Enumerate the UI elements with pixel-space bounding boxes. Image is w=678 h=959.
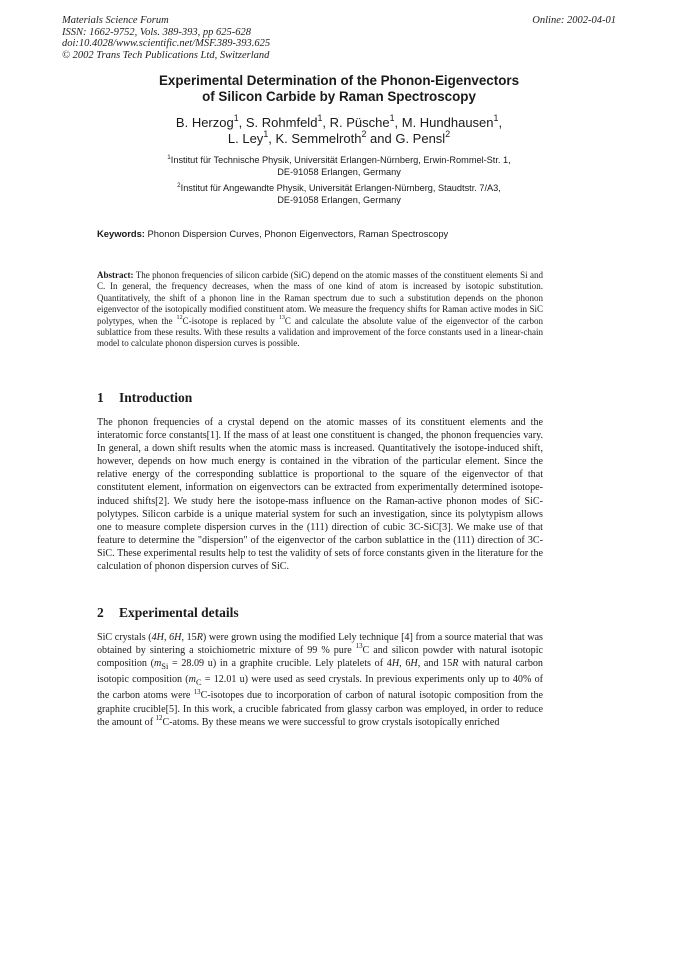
affil-mark: 1 [493,113,499,124]
keywords [97,228,448,240]
polytype-text: H [391,658,400,670]
author-conjunction: and [370,131,392,146]
polytype-text: 6H [169,632,182,643]
abstract-text: C-isotope is replaced by [182,315,279,326]
polytype-text: H [410,658,418,670]
abstract [97,270,543,350]
affiliation-2-text: Institut für Angewandte Physik, Universität Erlangen-Nürnberg, Staudtstr. 7/A3, [180,183,501,193]
text-run: C-atoms. By these means we were successful to grow crystals isotopically enriched [162,716,500,728]
author-line-1: B. Herzog$^1$, S. Rohmfeld$^1$, R. Püsche$^1$, M. Hundhausen$^1$, [175,113,503,130]
section-heading-introduction [97,390,192,406]
keywords-text: Phonon Dispersion Curves, Phonon Eigenvectors, Raman Spectroscopy [147,228,449,239]
paragraph: The phonon frequencies of a crystal depend on the atomic masses of its constituent elements and the interatomic force constants[1]. If the mass of at least one constituent is changed, the phonon frequencies vary. In general, a down shift results when the atomic mass is increased. Quantitatively the isotope-induced shift, however, depends on how much energy is contained in the vibration of the particular element. Since the relative energy of the corresponding sublattice is proportional to the square of the eigenvector of that constitutent element, information on eigenvectors can be extracted from experimentally determined isotope-induced shifts[2]. We study here the isotope-mass influence on the Raman-active phonon modes of SiC-polytypes. Silicon carbide is a unique material system for such an investigation, since its polytypism allows one to measure complete dispersion curves in the (111) direction of cubic 3C-SiC[3]. We make use of that feature to determine the "dispersion" of the eigenvector of the carbon sublattice in the (111) direction of 3C-SiC. These experimental results help to test the validity of sets of force constants given in the literature for the calculation of phonon dispersion curves of SiC. [97,417,543,573]
affiliation-2-line-2: DE-91058 Erlangen, Germany [277,194,401,205]
author-name: M. Hundhausen [401,115,494,130]
text-run: = 28.09 u) in a graphite crucible. Lely platelets of 4 [168,658,392,670]
math-subscript: Si [161,662,169,672]
section-title: Experimental details [119,605,239,620]
author-name: S. Rohmfeld [245,115,318,130]
text-run: C and silicon powder with natural isotopic composition ( [97,645,543,670]
paper-title [62,73,616,104]
journal-header [62,15,270,61]
abstract-text: The phonon frequencies of silicon carbide (SiC) depend on the atomic masses of the constituent elements Si and C. In general, the frequency decreases, when the mass of one kind of atom is increased by isotopic substitution. Quantitatively, the shift of a phonon line in the Raman spectrum due to such a substitution depends on the phonon eigenvector of the isotopically modified constituent atom. We measure the frequency shifts for Raman active modes in SiC polytypes, when the [97,270,543,326]
affil-mark: 1 [317,113,323,124]
experimental-body [97,631,543,729]
author-name: L. Ley [227,131,264,146]
text-run: with natural carbon isotopic composition ( [97,658,543,686]
affil-mark: 2 [361,129,367,140]
affiliation-2-line-1 [62,183,616,195]
affiliation-1-text: Institut für Technische Physik, Universität Erlangen-Nürnberg, Erwin-Rommel-Str. 1, [170,155,511,165]
affiliation-1 [62,155,616,178]
issn-line: ISSN: 1662-9752, Vols. 389-393, pp 625-628 [62,26,251,38]
text-run: ) were grown using the modified Lely technique [4] from a source material that was obtained by sintering a stoichiometric mixture of 99 % pure [97,632,543,657]
affiliation-2 [62,183,616,206]
title-line-2: of Silicon Carbide by Raman Spectroscopy [202,88,476,104]
math-symbol: m [153,658,162,670]
keywords-label: Keywords: [97,228,145,239]
online-date: Online: 2002-04-01 [532,15,616,26]
copyright-line: © 2002 Trans Tech Publications Ltd, Switzerland [62,49,270,61]
polytype-text: R [196,632,203,643]
author-name: B. Herzog [175,115,234,130]
text-run: , 6 [399,658,411,670]
polytype-text: 4H [151,632,164,643]
author-line-2: L. Ley$^1$, K. Semmelroth$^2$ and G. Pensl$^2$ [227,129,451,146]
abstract-label: Abstract: [97,270,134,280]
isotope-mark: 12 [176,315,183,322]
affil-mark: 1 [233,113,239,124]
isotope-mark: 13 [355,643,363,651]
isotope-mark: 12 [155,714,163,722]
abstract-text: C and calculate the absolute value of the eigenvector of the carbon sublattice from these results. With these results a validation and improvement of the force constants used in a linear-chain model to calculate phonon dispersion curves is possible. [97,315,543,349]
affiliation-1-line-2: DE-91058 Erlangen, Germany [277,166,401,177]
author-name: K. Semmelroth [275,131,362,146]
text-run: , [163,632,170,643]
text-run: , 15 [181,632,197,643]
author-name: R. Püsche [329,115,390,130]
affiliation-1-line-1 [62,155,616,167]
text-run: C-isotopes due to incorporation of carbon of natural isotopic composition from the graphite crucible[5]. In this work, a crucible fabricated from glassy carbon was employed, in order to reduce the amount of [97,690,543,728]
section-heading-experimental [97,605,239,621]
paragraph [97,631,543,729]
math-symbol: m [188,674,196,686]
text-run: SiC crystals ( [97,632,152,643]
isotope-mark: 13 [278,315,285,322]
introduction-body [97,416,543,573]
polytype-text: R [452,658,459,670]
text-run: = 12.01 u) were used as seed crystals. In previous experiments only up to 40% of the carbon atoms were [97,674,543,702]
author-list [62,115,616,147]
section-number: 2 [97,605,104,620]
affil-mark: 1 [167,153,171,161]
section-number: 1 [97,390,104,405]
affil-mark: 2 [445,129,451,140]
text-run: , and 15 [417,658,453,670]
affil-mark: 1 [263,129,269,140]
math-subscript: C [195,678,202,688]
title-line-1: Experimental Determination of the Phonon-Eigenvectors [158,73,520,88]
journal-name: Materials Science Forum [62,15,169,26]
isotope-mark: 13 [193,688,201,696]
doi-line: doi:10.4028/www.scientific.net/MSF.389-393.625 [62,38,271,50]
section-title: Introduction [119,390,193,405]
affil-mark: 2 [177,181,181,189]
affil-mark: 1 [389,113,395,124]
author-name: G. Pensl [395,131,446,146]
